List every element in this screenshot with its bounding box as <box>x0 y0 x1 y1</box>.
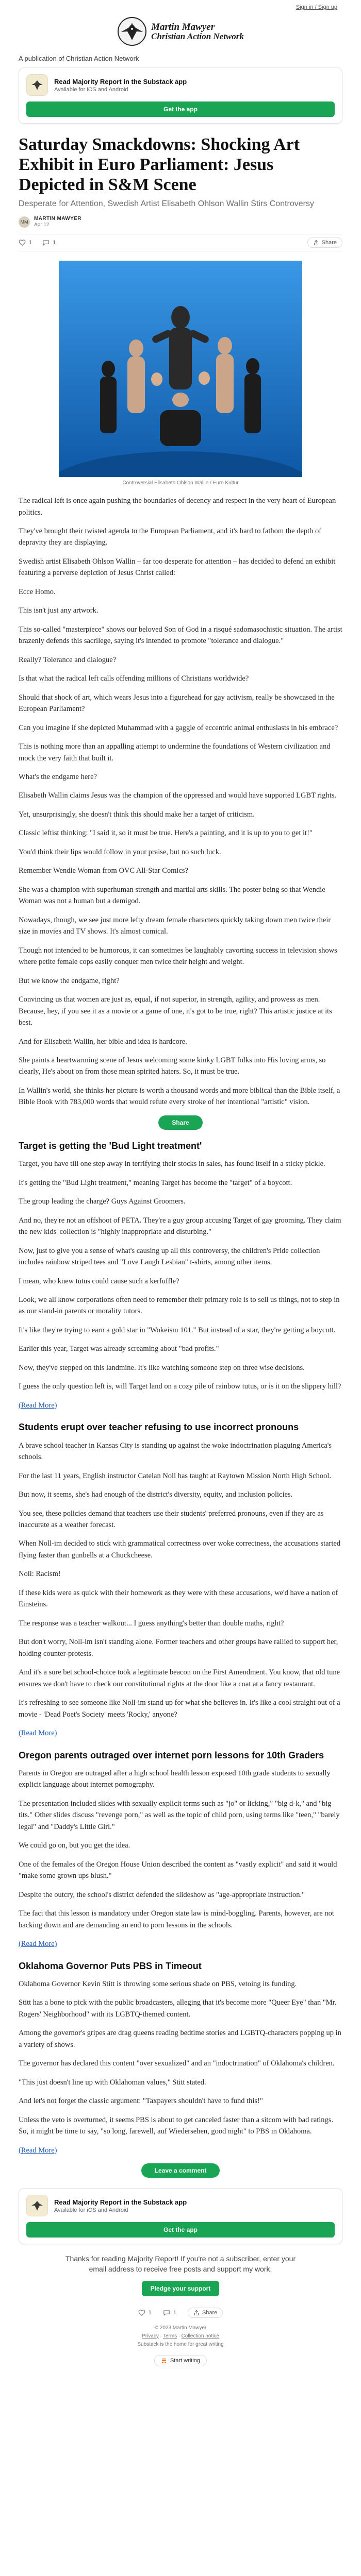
body-paragraph: And no, they're not an offshoot of PETA. They're a guy group accusing Target of gay grooming. They claim the new kids' collection is "highly inappropriate and disturbing." <box>19 1216 341 1236</box>
body-paragraph: The radical left is once again pushing the boundaries of decency and respect in the very heart of European politics. <box>19 497 336 517</box>
get-app-button-bottom[interactable]: Get the app <box>26 2222 335 2238</box>
like-count-bottom: 1 <box>148 2309 152 2316</box>
app-promo-card <box>19 67 342 124</box>
body-paragraph: Really? Tolerance and dialogue? <box>19 655 117 664</box>
app-promo-title: Read Majority Report in the Substack app <box>54 77 187 86</box>
read-more-link[interactable]: (Read More) <box>19 1401 57 1410</box>
app-promo-subtitle-bottom: Available for iOS and Android <box>54 2207 128 2213</box>
byline-text <box>34 216 81 228</box>
read-more-paragraph <box>19 1938 342 1950</box>
section-heading: Target is getting the 'Bud Light treatment' <box>19 1140 202 1151</box>
eagle-logo-icon <box>117 16 147 46</box>
body-paragraph: Stitt has a bone to pick with the public broadcasters, alleging that it's become more "Queer Eye" than "Mr. Rogers' Neighborhood" with its LGBTQ-themed content. <box>19 1998 337 2019</box>
legal-footer <box>19 2324 342 2349</box>
body-paragraph: They've brought their twisted agenda to the European Parliament, and it's hard to fathom the depth of depravity they are displaying. <box>19 527 322 547</box>
hero-caption: Controversial Elisabeth Ohlson Wallin / Euro Kultur <box>122 480 239 486</box>
comment-icon <box>163 2309 170 2316</box>
subscribe-footer <box>19 2253 342 2296</box>
body-paragraph: One of the females of the Oregon House Union described the content as "vastly explicit" and said it would "make some grown ups blush." <box>19 1860 337 1880</box>
publication-line: A publication of Christian Action Network <box>19 55 139 62</box>
read-more-link[interactable]: (Read More) <box>19 1940 57 1948</box>
privacy-link[interactable]: Privacy <box>142 2333 159 2339</box>
body-paragraph: Among the governor's gripes are drag queens reading bedtime stories and LGBTQ-characters popping up in a variety of shows. <box>19 2029 341 2049</box>
app-promo-title-bottom: Read Majority Report in the Substack app <box>54 2198 187 2206</box>
body-paragraph: Now, they've stepped on this landmine. It's like watching someone step on three wise decisions. <box>19 1363 305 1372</box>
body-paragraph: The governor has declared this content "over sexualized" and an "indoctrination" of Oklahoma's children. <box>19 2059 335 2068</box>
body-paragraph: It's refreshing to see someone like Noll-im stand up for what she believes in. It's like a cool straight out of a movie - 'Dead Poet's Society' meets 'Rocky,' anyone? <box>19 1699 340 1719</box>
body-paragraph: I guess the only question left is, will Target land on a cozy pile of rainbow tutus, or is it on the slippery hill? <box>19 1382 341 1391</box>
body-paragraph: And let's not forget the classic argument: "Taxpayers shouldn't have to fund this!" <box>19 2097 263 2106</box>
article-body <box>19 495 342 2178</box>
body-paragraph: Ecce Homo. <box>19 587 56 596</box>
bottom-spacer <box>19 2366 342 2382</box>
comment-button[interactable] <box>42 239 56 246</box>
article-subtitle: Desperate for Attention, Swedish Artist Elisabeth Ohlson Wallin Stirs Controversy <box>19 199 314 209</box>
body-paragraph: Elisabeth Wallin claims Jesus was the champion of the oppressed and would have supported LGBT rights. <box>19 791 337 800</box>
body-paragraph: But we know the endgame, right? <box>19 976 120 985</box>
body-paragraph: This so-called "masterpiece" shows our beloved Son of God in a risqué sadomasochistic situation. The artist brazenly defends this sacrilege, saying it's intended to promote "tolerance and dialogue." <box>19 625 342 646</box>
share-label: Share <box>321 240 337 246</box>
logo-lockup <box>117 16 244 46</box>
body-paragraph: This is nothing more than an appalling attempt to undermine the foundations of Western civilization and mock the very faith that built it. <box>19 742 331 762</box>
body-paragraph: Nowadays, though, we see just more lefty dream female characters quickly taking down men twice their size in movies and TV shows. It's almost comical. <box>19 916 331 936</box>
terms-link[interactable]: Terms <box>163 2333 177 2339</box>
like-count: 1 <box>29 240 32 246</box>
post-action-left <box>19 239 56 246</box>
body-paragraph: Oklahoma Governor Kevin Stitt is throwing some serious shade on PBS, vetoing its funding. <box>19 1979 297 1988</box>
body-paragraph: Swedish artist Elisabeth Ohlson Wallin – far too desperate for attention – has decided to defend an exhibit featuring a perverse depiction of Jesus Christ called: <box>19 557 336 578</box>
body-paragraph: But don't worry, Noll-im isn't standing alone. Former teachers and other groups have rallied to support her, holding counter-protests. <box>19 1638 338 1658</box>
start-writing-label: Start writing <box>170 2357 201 2364</box>
body-paragraph: Look, we all know corporations often need to remember their primary role is to sell us things, not to step in as our stand-in parents or morality tutors. <box>19 1296 340 1316</box>
byline <box>19 216 342 228</box>
get-app-button[interactable]: Get the app <box>26 101 335 117</box>
heart-icon <box>138 2309 145 2316</box>
app-promo-card-bottom <box>19 2188 342 2244</box>
body-paragraph: In Wallin's world, she thinks her picture is worth a thousand words and more biblical than the Bible itself, a Bible Book with 783,000 words that would refute every stroke of her intentional "artistic" vision. <box>19 1086 340 1107</box>
body-paragraph: You'd think their lips would follow in your praise, but no such luck. <box>19 848 221 856</box>
collection-notice-link[interactable]: Collection notice <box>181 2333 219 2339</box>
legal-links: Privacy ∙ Terms ∙ Collection notice <box>142 2333 219 2339</box>
share-label-bottom: Share <box>202 2309 218 2316</box>
body-paragraph: And for Elisabeth Wallin, her bible and idea is hardcore. <box>19 1037 187 1046</box>
body-paragraph: Should that shock of art, which wears Jesus into a figurehead for gay activism, really be showcased in the European Parliament? <box>19 693 335 714</box>
like-button[interactable] <box>19 239 32 246</box>
article-title: Saturday Smackdowns: Shocking Art Exhibit in Euro Parliament: Jesus Depicted in S&M Scene <box>19 135 300 194</box>
body-paragraph: You see, these policies demand that teachers use their students' preferred pronouns, even if they are as inaccurate as a weather forecast. <box>19 1509 324 1530</box>
read-more-link[interactable]: (Read More) <box>19 2146 57 2155</box>
read-more-paragraph <box>19 1400 342 1411</box>
share-icon <box>193 2310 200 2316</box>
body-paragraph: Classic leftist thinking: "I said it, so it must be true. Here's a painting, and it is up to you to get it!" <box>19 829 313 838</box>
body-paragraph: Earlier this year, Target was already screaming about "bad profits." <box>19 1345 219 1353</box>
eagle-small-icon <box>30 78 44 92</box>
body-paragraph: When Noll-im decided to stick with grammatical correctness over woke correctness, the accusations started flying faster than gunbells at a Chuckcheese. <box>19 1539 341 1560</box>
body-paragraph: She paints a heartwarming scene of Jesus welcoming some kinky LGBT folks into His loving arms, so clearly, He's about on from those mean spirited haters. So, it must be true. <box>19 1056 326 1076</box>
comment-count-bottom: 1 <box>173 2309 176 2316</box>
body-paragraph: Yet, unsurprisingly, she doesn't think this should make her a target of criticism. <box>19 810 255 819</box>
body-paragraph: Noll: Racism! <box>19 1570 61 1579</box>
body-paragraph: The response was a teacher walkout... I guess anything's better than double maths, right? <box>19 1619 284 1628</box>
comment-count: 1 <box>53 240 56 246</box>
author-avatar[interactable]: MM <box>19 216 30 228</box>
app-promo-row-bottom <box>26 2195 335 2216</box>
app-icon <box>26 74 48 96</box>
substack-tagline: Substack is the home for great writing <box>137 2341 224 2347</box>
start-writing-wrap <box>19 2355 342 2366</box>
substack-logo-icon <box>161 2358 167 2364</box>
like-button-bottom[interactable] <box>138 2308 152 2318</box>
body-paragraph: If these kids were as quick with their homework as they were with these accusations, we'd have a nation of Einsteins. <box>19 1588 338 1609</box>
author-name[interactable]: MARTIN MAWYER <box>34 216 81 222</box>
pledge-support-button[interactable]: Pledge your support <box>142 2281 219 2296</box>
body-paragraph: For the last 11 years, English instructor Catelan Noll has taught at Raytown Mission North High School. <box>19 1471 331 1480</box>
post-date: Apr 12 <box>34 222 50 228</box>
body-paragraph: Despite the outcry, the school's district defended the slideshow as "age-appropriate instruction." <box>19 1890 305 1899</box>
app-icon-bottom <box>26 2195 48 2216</box>
share-button[interactable] <box>307 238 342 248</box>
body-paragraph: I mean, who knew tutus could cause such a kerfuffle? <box>19 1277 179 1285</box>
top-bar <box>19 0 342 13</box>
body-paragraph: The presentation included slides with sexually explicit terms such as "jo" or licking," "big d-k," and "big tits." Other slides discuss "revenge porn," as well as the topic of child porn, using terms like "teen," "barely legal" and "Daddy's Little Girl." <box>19 1799 340 1831</box>
body-paragraph: Unless the veto is overturned, it seems PBS is about to get canceled faster than a sitcom with bad ratings. So, it might be time to say, "so long, farewell, auf Wiedersehen, good night" to PBS in Oklahoma. <box>19 2115 334 2136</box>
read-more-link[interactable]: (Read More) <box>19 1729 57 1738</box>
sign-in-link[interactable]: Sign in / Sign up <box>296 4 337 10</box>
body-paragraph: It's like they're trying to earn a gold star in "Wokeism 101." But instead of a star, they're getting a boycott. <box>19 1326 336 1334</box>
section-heading: Oklahoma Governor Puts PBS in Timeout <box>19 1960 202 1971</box>
body-paragraph: Remember Wendie Woman from OVC All-Star Comics? <box>19 867 188 875</box>
share-button-bottom[interactable] <box>188 2308 223 2318</box>
body-paragraph: The fact that this lesson is mandatory under Oregon state law is mind-boggling. Parents, however, are not backing down and are demanding an end to porn lessons in the schools. <box>19 1909 334 1929</box>
body-paragraph: But now, it seems, she's had enough of the district's diversity, equity, and inclusion policies. <box>19 1490 293 1499</box>
post-action-bar <box>19 234 342 251</box>
body-paragraph: Now, just to give you a sense of what's causing up all this controversy, the children's Pride collection includes rainbow striped tees and "Love Laugh Lesbian" t-shirts, among other items. <box>19 1246 320 1267</box>
body-paragraph: Parents in Oregon are outraged after a high school health lesson exposed 10th grade students to sexually explicit language about internet pornography. <box>19 1769 331 1789</box>
body-paragraph: Target, you have till one step away in terrifying their stocks in sales, has found itself in a sticky pickle. <box>19 1160 325 1168</box>
body-paragraph: Can you imagine if she depicted Muhammad with a gaggle of eccentric animal enthusiasts in his embrace? <box>19 723 338 732</box>
logo-line-1: Martin Mawyer <box>151 21 215 32</box>
body-paragraph: What's the endgame here? <box>19 773 97 782</box>
copyright-text: © 2023 Martin Mawyer <box>154 2325 207 2331</box>
read-more-paragraph <box>19 1727 342 1739</box>
body-paragraph: Is that what the radical left calls offending millions of Christians worldwide? <box>19 674 249 683</box>
body-paragraph: The group leading the charge? Guys Against Groomers. <box>19 1197 186 1206</box>
heart-icon <box>19 239 26 246</box>
logo-wordmark <box>151 22 244 41</box>
app-promo-text <box>54 78 187 93</box>
body-paragraph: Convincing us that women are just as, equal, if not superior, in strength, agility, and prowess as men. Because, hey, if you see it as a movie or a game of one, it's got to be true, right? This artistic justice at its best. <box>19 995 332 1027</box>
body-paragraph: We could go on, but you get the idea. <box>19 1841 130 1850</box>
logo-line-2: Christian Action Network <box>151 31 244 42</box>
hero-image-container <box>19 261 342 477</box>
hero-illustration-icon <box>59 261 302 477</box>
app-promo-subtitle: Available for iOS and Android <box>54 86 128 93</box>
read-more-paragraph <box>19 2145 342 2156</box>
subscribe-thanks-text: Thanks for reading Majority Report! If you're not a subscriber, enter your email address to receive free posts and support my work. <box>65 2255 296 2274</box>
body-paragraph: It's getting the "Bud Light treatment," meaning Target has become the "target" of a boycott. <box>19 1178 292 1187</box>
app-promo-row <box>26 74 335 96</box>
start-writing-button[interactable] <box>154 2355 207 2366</box>
share-icon <box>313 240 319 246</box>
eagle-small-icon <box>30 2199 44 2212</box>
body-paragraph: "This just doesn't line up with Oklahoman values," Stitt stated. <box>19 2078 206 2087</box>
comment-icon <box>42 239 50 246</box>
hero-image[interactable] <box>59 261 302 477</box>
body-paragraph: And it's a sure bet school-choice took a legitimate beacon on the First Amendment. You know, that old tune ensures we don't have to check our constitutional rights at the door like a coat at a fancy restaurant. <box>19 1668 340 1688</box>
leave-comment-button[interactable]: Leave a comment <box>141 2163 220 2178</box>
body-paragraph: She was a champion with superhuman strength and martial arts skills. The poster being so that Wendie Woman was not a human but a demigod. <box>19 885 325 906</box>
section-heading: Oregon parents outraged over internet porn lessons for 10th Graders <box>19 1750 324 1760</box>
publication-logo[interactable] <box>19 13 342 52</box>
body-paragraph: This isn't just any artwork. <box>19 606 99 615</box>
share-inline-button[interactable]: Share <box>158 1115 202 1130</box>
comment-button-bottom[interactable] <box>163 2308 176 2318</box>
body-paragraph: A brave school teacher in Kansas City is standing up against the woke indoctrination plaguing America's schools. <box>19 1441 332 1462</box>
bottom-action-bar <box>19 2308 342 2318</box>
section-heading: Students erupt over teacher refusing to use incorrect pronouns <box>19 1422 299 1433</box>
body-paragraph: Though not intended to be humorous, it can sometimes be laughably cavorting success in television shows where petite female cops easily conquer men twice their height and weight. <box>19 946 337 967</box>
app-promo-text-bottom <box>54 2198 187 2213</box>
